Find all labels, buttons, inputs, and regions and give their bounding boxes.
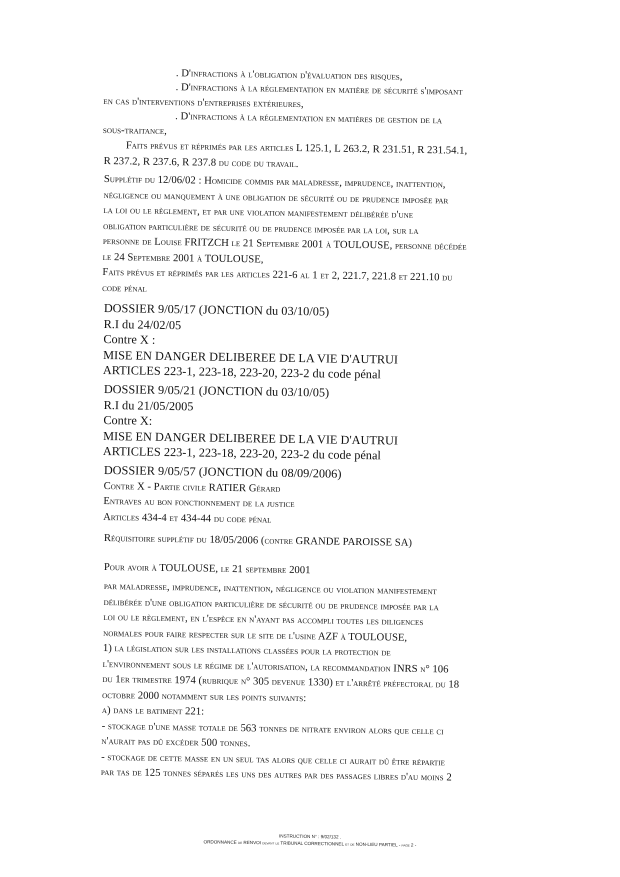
faits-prevus-line: R 237.2, R 237.6, R 237.8 du code du travail. [103, 155, 299, 170]
dossier-3-block [103, 463, 544, 532]
body-line: - stockage d'une masse totale de 563 tonnes de nitrate environ alors que celle ci [101, 720, 444, 737]
dossier-line: MISE EN DANGER DELIBEREE DE LA VIE D'AUTRUI [103, 347, 399, 367]
requisitoire-block [104, 531, 544, 553]
footer-instruction: INSTRUCTION N° : 9/02/132 . [278, 833, 342, 840]
body-line: a) dans le batiment 221: [101, 704, 205, 718]
body-block [101, 579, 544, 787]
dossier-line: Contre X - Partie civile RATIER Gérard [103, 480, 281, 495]
dossier-line: Contre X : [103, 331, 156, 347]
intro-line: . D'infractions à l'obligation d'évaluation des risques, [175, 68, 403, 83]
intro-line: sous-traitance, [102, 124, 167, 137]
suppletif-line: Supplétif du 12/06/02 : Homicide commis par maladresse, imprudence, inattention, [103, 173, 446, 191]
suppletif-line: Faits prévus et réprimés par les articles 221-6 al 1 et 2, 221.7, 221.8 et 221.10 du [102, 266, 453, 284]
dossier-line: Entraves au bon fonctionnement de la justice [103, 495, 295, 510]
body-line: loi ou le règlement, en l'espèce en n'ayant pas accompli toutes les diligences [103, 611, 424, 629]
dossier-line: Contre X: [103, 412, 153, 428]
suppletif-line: code pénal [102, 282, 148, 295]
dossier-line: ARTICLES 223-1, 223-18, 223-20, 223-2 du code pénal [102, 443, 382, 463]
dossier-line: R.I du 24/02/05 [103, 316, 182, 332]
dossier-2-block [103, 382, 544, 466]
suppletif-line: la loi ou le règlement, et par une violation manifestement délibérée d'une [103, 204, 414, 221]
body-line: l'environnement sous le régime de l'autorisation, la recommandation INRS n° 106 [102, 658, 449, 675]
faits-prevus-line: Faits prévus et réprimés par les articles L 125.1, L 263.2, R 231.51, R 231.54.1, [125, 140, 468, 157]
intro-line: . D'infractions à la réglementation en matière de sécurité s'imposant [175, 81, 463, 98]
dossier-line: DOSSIER 9/05/57 (JONCTION du 08/09/2006) [103, 463, 342, 481]
footer-ordonnance: ORDONNANCE de RENVOI devant le TRIBUNAL CORRECTIONNEL et de NON-LIEU PARTIEL - page 2 - [203, 839, 417, 848]
intro-block [103, 65, 544, 145]
suppletif-line: personne de Louise FRITZCH le 21 Septembre 2001 à TOULOUSE, personne décédée [102, 235, 467, 253]
body-line: du 1er trimestre 1974 (rubrique n° 305 devenue 1330) et l'arrêté préfectoral du 18 [102, 673, 460, 691]
suppletif-block [102, 172, 544, 303]
body-line: par maladresse, imprudence, inattention, négligence ou violation manifestement [103, 580, 437, 598]
dossier-line: DOSSIER 9/05/21 (JONCTION du 03/10/05) [103, 382, 330, 400]
body-line: n'aurait pas dû excéder 500 tonnes. [101, 735, 251, 750]
pour-avoir-line: Pour avoir à TOULOUSE, le 21 septembre 2001 [103, 561, 311, 577]
dossier-line: DOSSIER 9/05/17 (JONCTION du 03/10/05) [103, 301, 330, 319]
intro-line: en cas d'interventions d'entreprises extérieures, [103, 95, 304, 111]
body-line: normales pour faire respecter sur le site de l'usine AZF à TOULOUSE, [103, 627, 408, 644]
body-line: - stockage de cette masse en un seul tas alors que celle ci aurait dû être répartie [101, 751, 446, 768]
dossier-1-block [103, 301, 544, 385]
body-line: octobre 2000 notamment sur les points suivants: [102, 689, 307, 704]
body-line: 1) la législation sur les installations classées pour la protection de [102, 642, 391, 659]
dossier-line: ARTICLES 223-1, 223-18, 223-20, 223-2 du code pénal [102, 362, 382, 382]
dossier-line: Articles 434-4 et 434-44 du code pénal [103, 511, 272, 526]
requisitoire-line: Réquisitoire supplétif du 18/05/2006 (contre GRANDE PAROISSE SA) [103, 532, 413, 549]
suppletif-line: le 24 Septembre 2001 à TOULOUSE, [102, 251, 264, 266]
page-footer [0, 828, 620, 852]
faits-prevus-block [104, 138, 544, 176]
body-line: par tas de 125 tonnes séparés les uns des autres par des passages libres d'au moins 2 [100, 766, 452, 784]
suppletif-line: obligation particulière de sécurité ou de prudence imposée par la loi, sur la [103, 220, 419, 237]
body-line: délibérée d'une obligation particulière de sécurité ou de prudence imposée par la [103, 596, 439, 613]
intro-line: . D'infractions à la réglementation en matières de gestion de la [175, 110, 443, 126]
dossier-line: R.I du 21/05/2005 [103, 397, 194, 413]
suppletif-line: négligence ou manquement à une obligation de sécurité ou de prudence imposée par [103, 189, 449, 206]
dossier-line: MISE EN DANGER DELIBEREE DE LA VIE D'AUTRUI [103, 428, 399, 448]
